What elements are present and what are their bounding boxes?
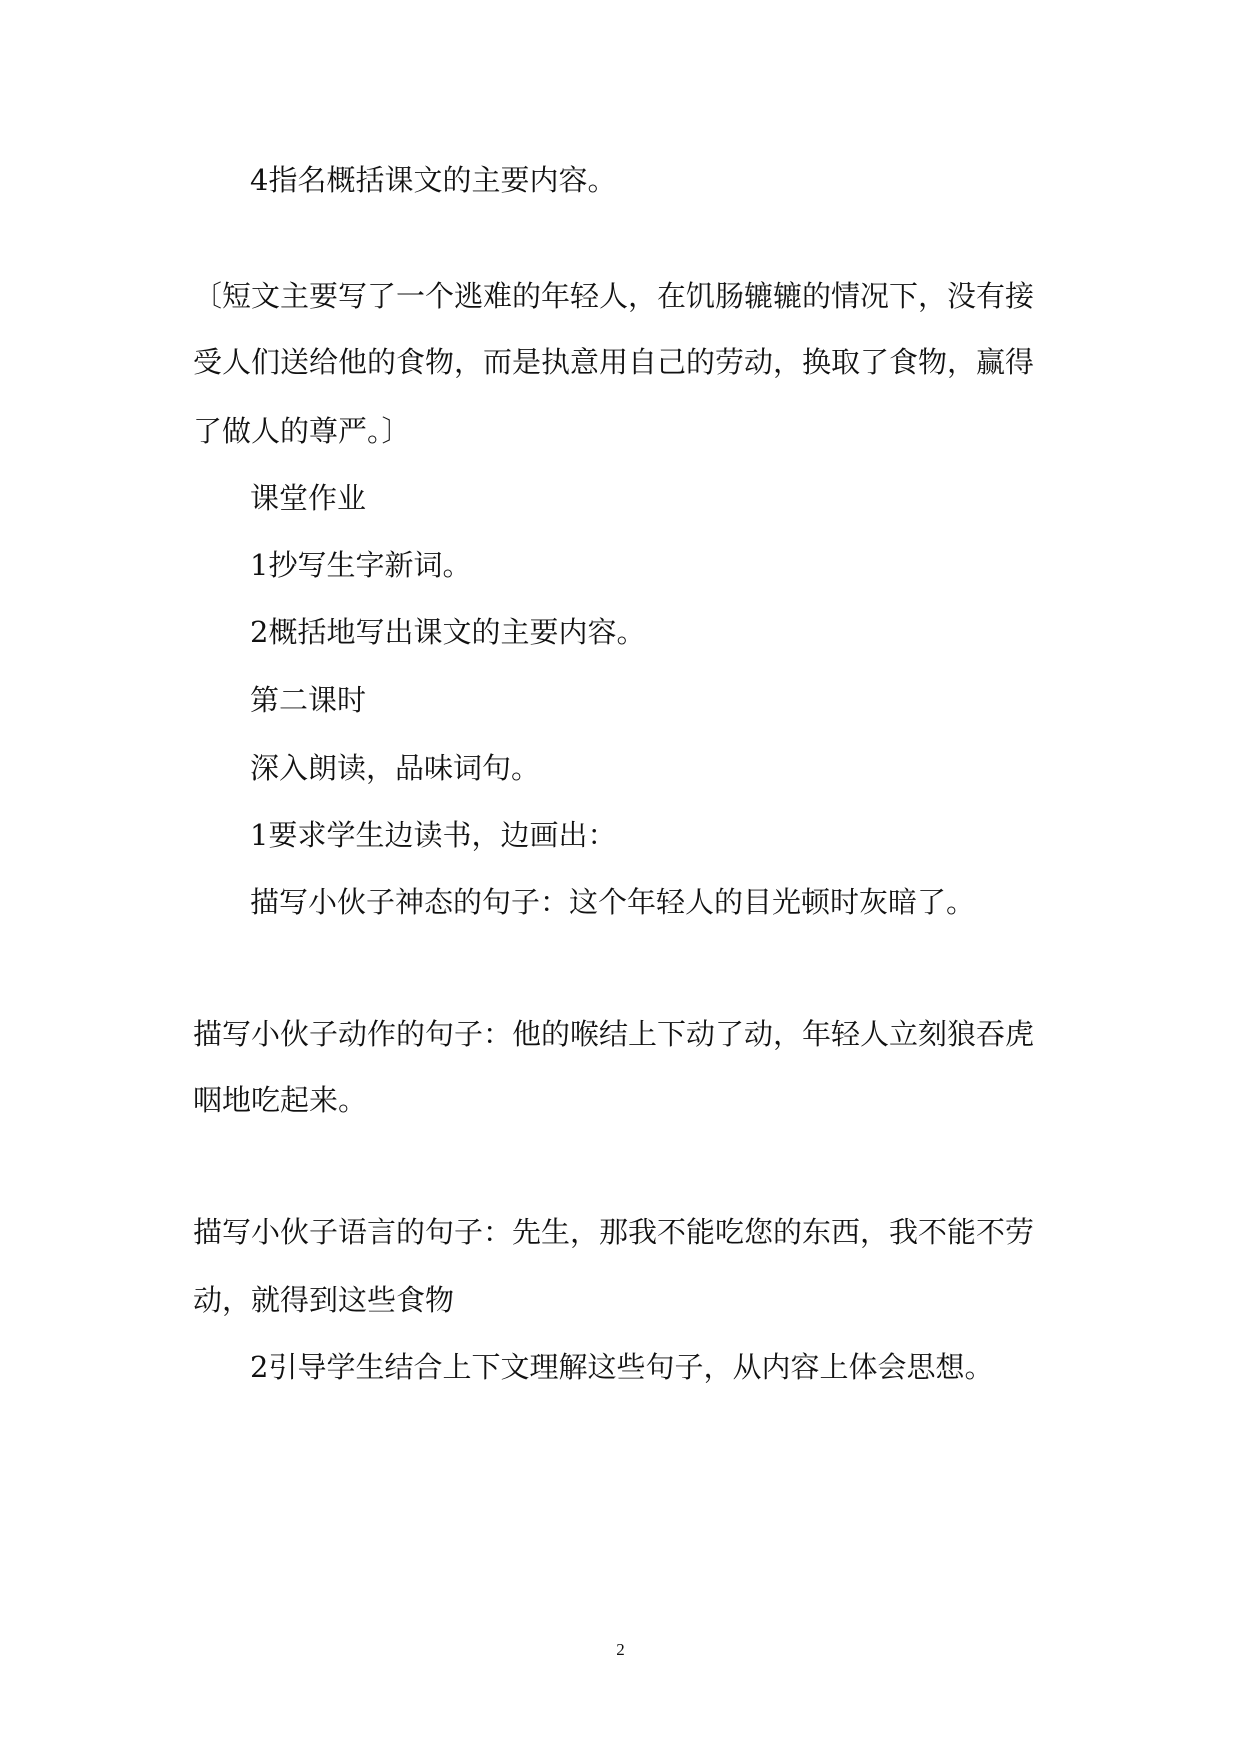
homework-item-1: 1抄写生字新词。 [250,548,472,582]
text-line: 了做人的尊严。〕 [193,414,411,448]
text-line: 动，就得到这些食物 [193,1283,455,1317]
page-number: 2 [616,1640,625,1659]
text-line: 受人们送给他的食物，而是执意用自己的劳动，换取了食物，赢得 [193,345,1035,379]
heading-second-lesson: 第二课时 [250,683,367,717]
paragraph-summarize-instruction: 4指名概括课文的主要内容。 [250,163,617,197]
paragraph-task-2: 2引导学生结合上下文理解这些句子，从内容上体会思想。 [250,1350,994,1384]
homework-item-2: 2概括地写出课文的主要内容。 [250,615,646,649]
paragraph-deep-reading: 深入朗读，品味词句。 [250,751,541,785]
text-line: 描写小伙子语言的句子：先生，那我不能吃您的东西，我不能不劳 [193,1215,1035,1249]
text-line: 〔短文主要写了一个逃难的年轻人，在饥肠辘辘的情况下，没有接 [193,279,1035,313]
heading-classroom-homework: 课堂作业 [250,481,367,515]
paragraph-task-1: 1要求学生边读书，边画出： [250,818,617,852]
text-line: 咽地吃起来。 [193,1083,368,1117]
paragraph-expression-sentence: 描写小伙子神态的句子：这个年轻人的目光顿时灰暗了。 [250,885,976,919]
text-line: 描写小伙子动作的句子：他的喉结上下动了动，年轻人立刻狼吞虎 [193,1017,1035,1051]
